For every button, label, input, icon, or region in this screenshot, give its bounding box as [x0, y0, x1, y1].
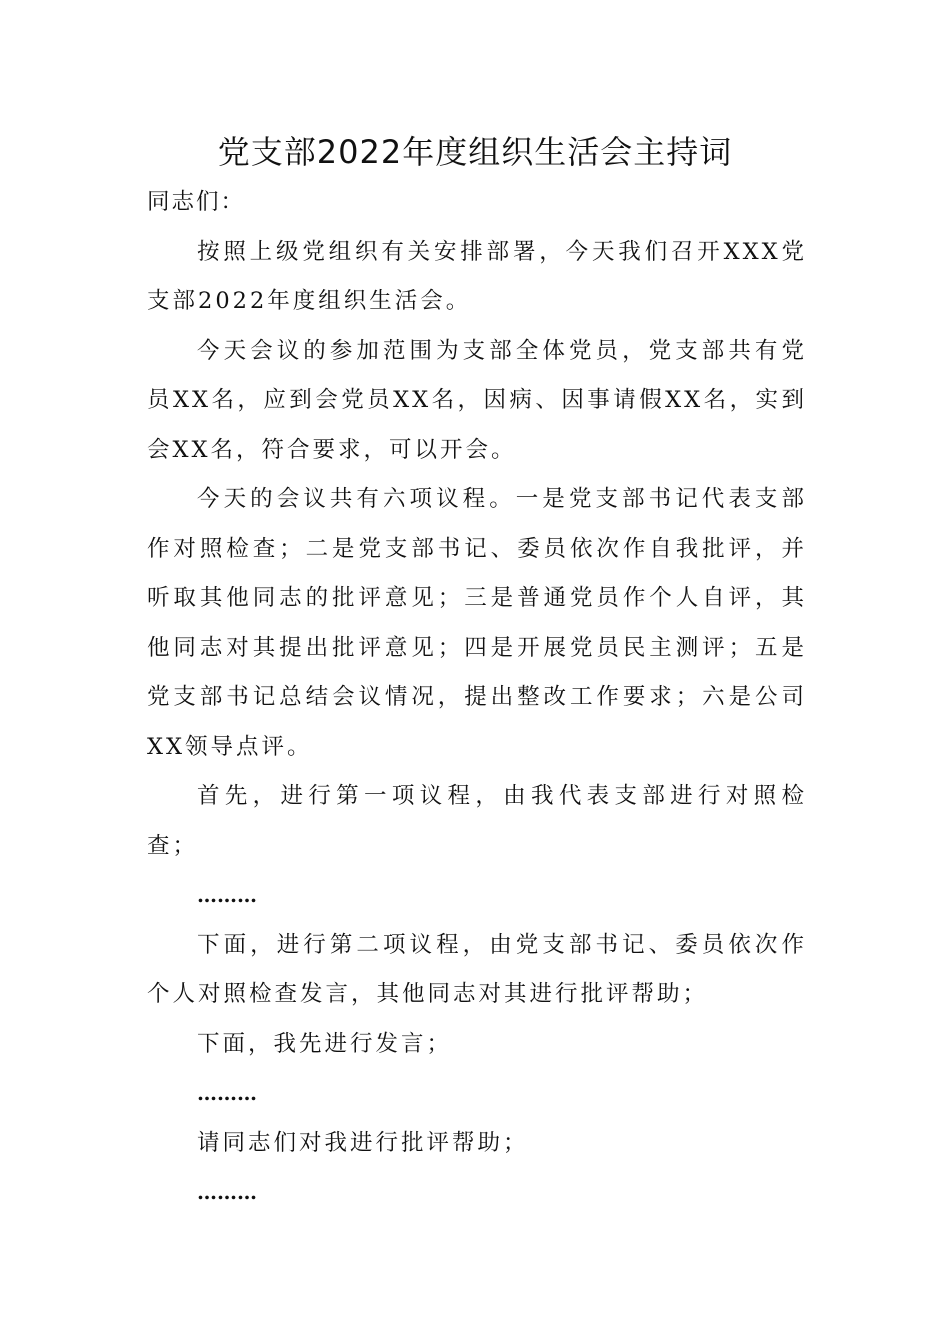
- paragraph-attendance: 今天会议的参加范围为支部全体党员，党支部共有党员XX名，应到会党员XX名，因病、因事请假XX名，实到会XX名，符合要求，可以开会。: [147, 337, 807, 463]
- salutation: 同志们：: [147, 189, 246, 215]
- paragraph-meeting-intro: 按照上级党组织有关安排部署，今天我们召开XXX党支部2022年度组织生活会。: [147, 238, 807, 314]
- ellipsis-placeholder: ………: [197, 1081, 257, 1105]
- ellipsis-placeholder: ………: [197, 883, 257, 907]
- paragraph-item-two: 下面，进行第二项议程，由党支部书记、委员依次作个人对照检查发言，其他同志对其进行批评帮助；: [147, 931, 807, 1007]
- document-body: [147, 178, 807, 1218]
- paragraph-request-criticism: 请同志们对我进行批评帮助；: [197, 1129, 529, 1156]
- ellipsis-placeholder: ………: [197, 1180, 257, 1204]
- paragraph-self-speech: 下面，我先进行发言；: [197, 1030, 453, 1057]
- document-title: 党支部2022年度组织生活会主持词: [217, 133, 733, 171]
- paragraph-item-one: 首先，进行第一项议程，由我代表支部进行对照检查；: [147, 783, 807, 859]
- paragraph-agenda: 今天的会议共有六项议程。一是党支部书记代表支部作对照检查；二是党支部书记、委员依次作自我批评，并听取其他同志的批评意见；三是普通党员作个人自评，其他同志对其提出批评意见；四是开展党员民主测评；五是党支部书记总结会议情况，提出整改工作要求；六是公司XX领导点评。: [147, 486, 807, 760]
